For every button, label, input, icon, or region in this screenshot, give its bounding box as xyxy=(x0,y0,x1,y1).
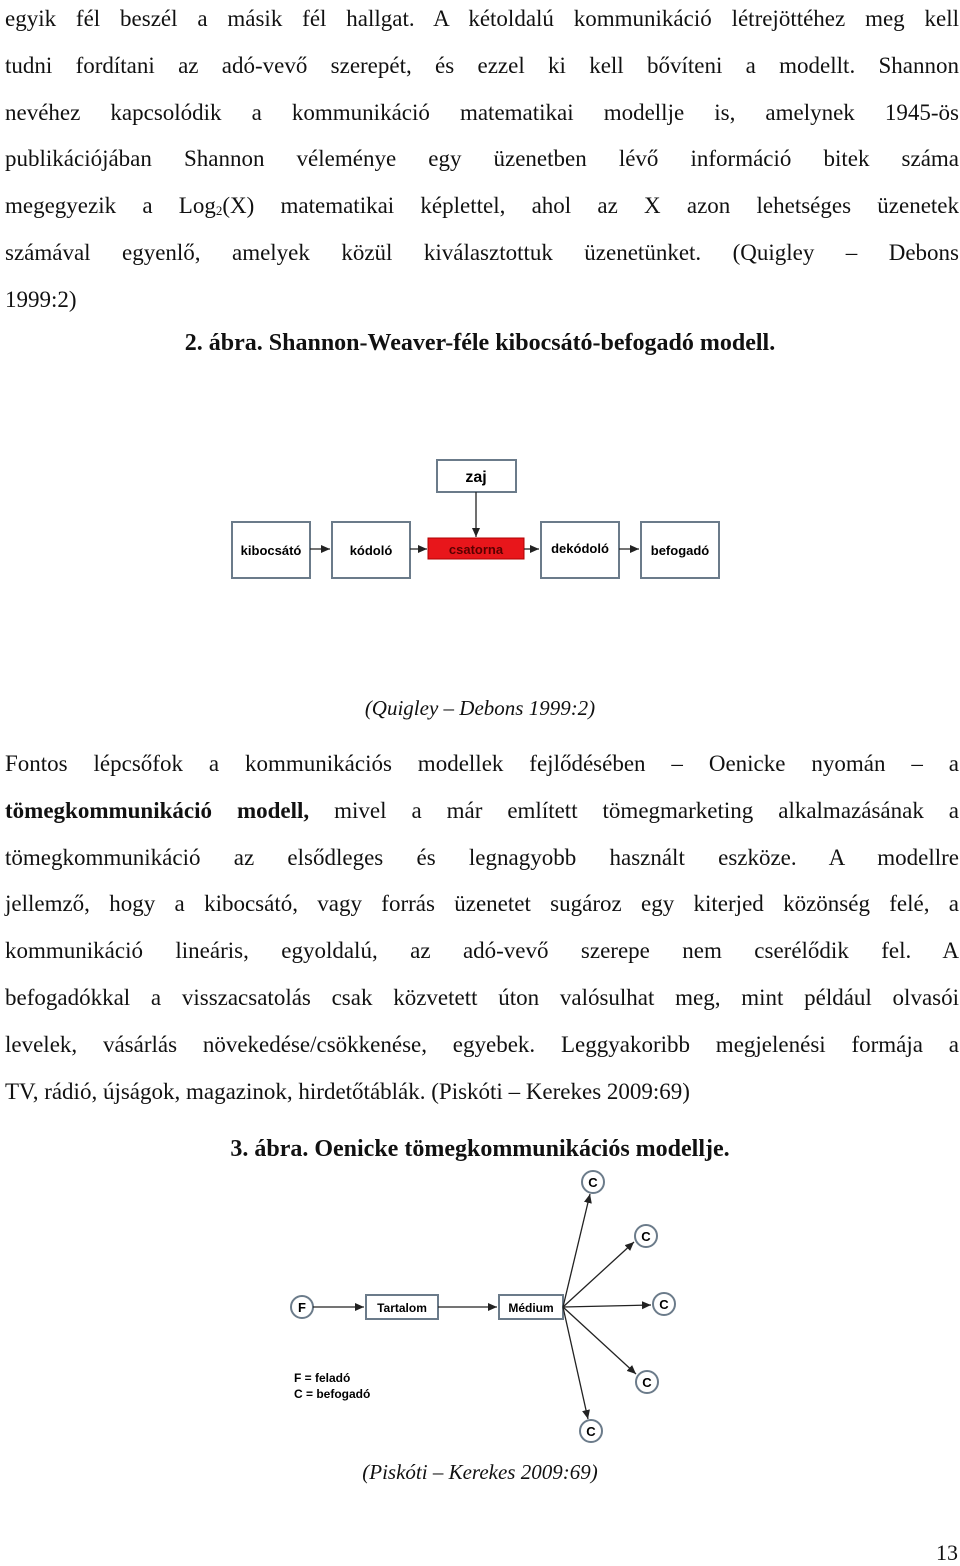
page-number: 13 xyxy=(936,1540,958,1565)
sender-circle xyxy=(291,1296,313,1318)
bold-term: tömegkommunikáció modell, xyxy=(5,797,310,823)
legend-sender: F = feladó xyxy=(294,1371,351,1385)
text-line: számával egyenlő, amelyek közül kiválasztottuk üzenetünket. (Quigley – Debons xyxy=(5,239,959,265)
text-line: tudni fordítani az adó-vevő szerepét, és ezzel ki kell bővíteni a modellt. Shannon xyxy=(5,52,959,78)
figure-2-caption: 2. ábra. Shannon-Weaver-féle kibocsátó-befogadó modell. xyxy=(184,330,776,356)
svg-text:Tartalom: Tartalom xyxy=(377,1301,427,1315)
svg-text:befogadó: befogadó xyxy=(650,543,710,558)
box-kibocsato xyxy=(232,522,310,578)
text-line: egyik fél beszél a másik fél hallgat. A kétoldalú kommunikáció létrejöttéhez meg kell xyxy=(5,6,959,31)
svg-text:dekódoló: dekódoló xyxy=(551,541,609,556)
log-subscript: 2 xyxy=(215,203,223,219)
figure-3-caption: 3. ábra. Oenicke tömegkommunikációs modellje. xyxy=(230,1136,730,1162)
svg-text:C: C xyxy=(586,1424,596,1439)
receiver-circle xyxy=(635,1225,657,1247)
svg-text:F: F xyxy=(298,1300,306,1315)
receiver-circle xyxy=(580,1420,602,1442)
svg-text:zaj: zaj xyxy=(465,469,487,486)
content-box xyxy=(366,1295,438,1319)
svg-text:Médium: Médium xyxy=(508,1301,554,1315)
text-line: tömegkommunikáció az elsődleges és legnagyobb használt eszköze. A modellre xyxy=(5,844,959,870)
receiver-circle xyxy=(653,1293,675,1315)
text-line-formula: megegyezik a Log$_2$(X) matematikai képlettel, ahol az X azon lehetséges üzenetek xyxy=(5,193,960,219)
shannon-weaver-diagram xyxy=(0,440,960,600)
noise-box xyxy=(437,460,516,492)
text-line: nevéhez kapcsolódik a kommunikáció matematikai modellje is, amelynek 1945-ös xyxy=(5,99,959,125)
box-befogado xyxy=(641,522,719,578)
text-line: befogadókkal a visszacsatolás csak közvetett úton valósulhat meg, mint például olvasói xyxy=(5,984,959,1010)
figure-2-source: (Quigley – Debons 1999:2) xyxy=(364,696,596,720)
svg-text:csatorna: csatorna xyxy=(448,542,504,557)
receiver-circle xyxy=(636,1371,658,1393)
paragraph-1 xyxy=(5,0,959,324)
svg-text:C: C xyxy=(641,1229,651,1244)
text-line: levelek, vásárlás növekedése/csökkenése, egyebek. Leggyakoribb megjelenési formája a xyxy=(5,1031,959,1057)
receiver-circle xyxy=(582,1171,604,1193)
text-line: Fontos lépcsőfok a kommunikációs modellek fejlődésében – Oenicke nyomán – a xyxy=(5,751,959,776)
legend-receiver: C = befogadó xyxy=(294,1387,371,1401)
box-kodolo xyxy=(332,522,410,578)
svg-text:kibocsátó: kibocsátó xyxy=(240,543,302,558)
medium-box xyxy=(499,1295,563,1319)
svg-text:C: C xyxy=(659,1297,669,1312)
text-line: jellemző, hogy a kibocsátó, vagy forrás üzenetet sugároz egy kiterjed közönség felé, a xyxy=(5,891,959,917)
figure-3-source: (Piskóti – Kerekes 2009:69) xyxy=(362,1460,598,1484)
box-dekodolo xyxy=(541,522,619,578)
svg-text:C: C xyxy=(588,1175,598,1190)
text-line: publikációjában Shannon véleménye egy üzenetben lévő információ bitek száma xyxy=(5,146,959,172)
paragraph-2 xyxy=(5,741,959,1115)
svg-text:C: C xyxy=(642,1375,652,1390)
oenicke-diagram xyxy=(0,1160,960,1450)
text-line: TV, rádió, újságok, magazinok, hirdetőtáblák. (Piskóti – Kerekes 2009:69) xyxy=(5,1078,690,1104)
svg-text:kódoló: kódoló xyxy=(349,543,393,558)
text-line: 1999:2) xyxy=(5,286,77,312)
text-line: kommunikáció lineáris, egyoldalú, az adó-vevő szerepe nem cserélődik fel. A xyxy=(5,938,959,964)
box-csatorna xyxy=(428,538,524,559)
text-line-bold: tömegkommunikáció modell, mivel a már említett tömegmarketing alkalmazásának a xyxy=(5,797,959,823)
